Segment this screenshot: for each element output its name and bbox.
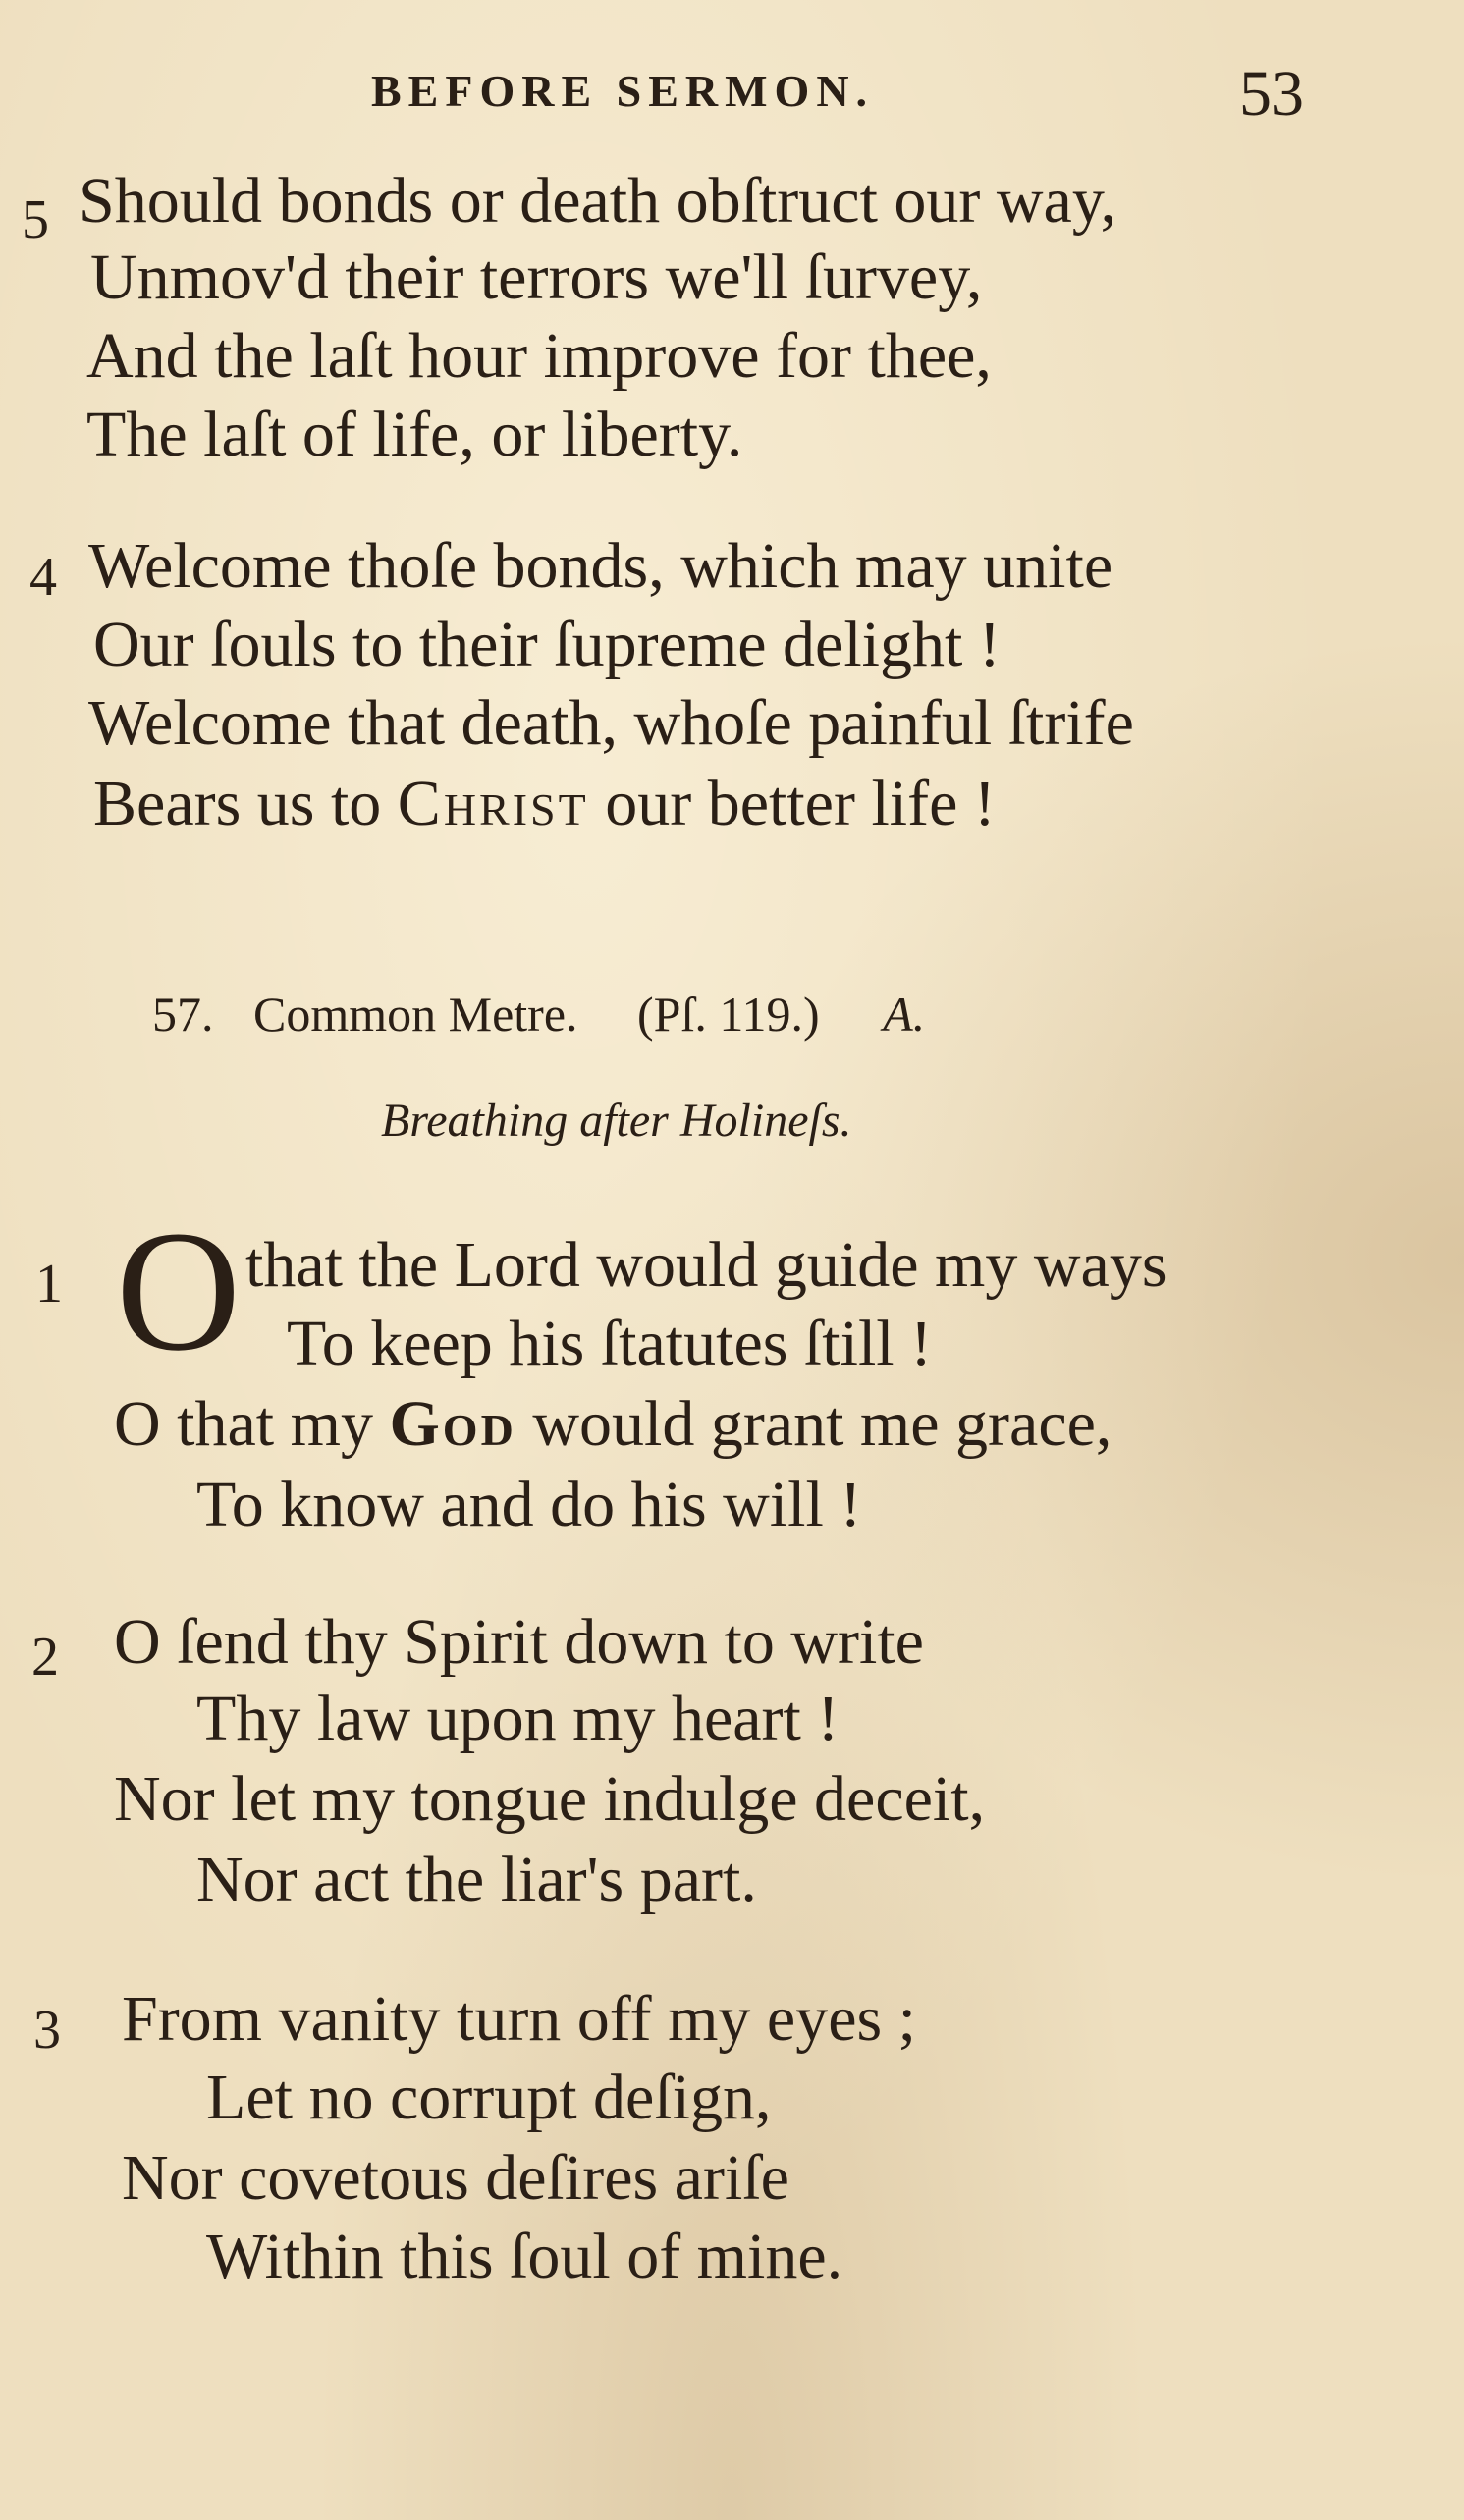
verse-line: Within this ſoul of mine.: [206, 2221, 843, 2292]
verse-line: Welcome that death, whoſe painful ſtrife: [88, 687, 1134, 759]
verse-line: O ſend thy Spirit down to write: [114, 1606, 924, 1678]
drop-cap: O: [116, 1196, 242, 1387]
verse-line: And the laſt hour improve for thee,: [86, 320, 992, 392]
verse-line: Unmov'd their terrors we'll ſurvey,: [90, 241, 983, 313]
verse-text: Bears us to: [93, 768, 382, 839]
smallcaps-name: Christ: [397, 768, 589, 839]
stanza-number: 5: [22, 189, 49, 250]
verse-line: Our ſouls to their ſupreme delight !: [93, 609, 1001, 680]
hymn-tune-letter: A.: [883, 987, 926, 1042]
verse-text: would grant me grace,: [532, 1388, 1112, 1460]
verse-line: Thy law upon my heart !: [196, 1683, 840, 1754]
stanza-number: 3: [33, 2000, 61, 2061]
hymn-number: 57.: [152, 987, 214, 1042]
verse-line: To know and do his will !: [196, 1469, 862, 1540]
verse-line: To keep his ſtatutes ſtill !: [287, 1308, 933, 1379]
hymn-heading: [152, 986, 925, 1043]
stanza-number: 1: [35, 1254, 63, 1314]
running-head: BEFORE SERMON.: [371, 66, 875, 116]
verse-text: O that my: [114, 1388, 373, 1460]
verse-text: our better life !: [605, 768, 996, 839]
verse-line: Nor covetous deſires ariſe: [122, 2142, 789, 2214]
verse-line: Nor let my tongue indulge deceit,: [114, 1763, 986, 1835]
verse-line: Let no corrupt deſign,: [206, 2062, 772, 2133]
verse-line: From vanity turn off my eyes ;: [122, 1983, 917, 2055]
stanza-number: 2: [31, 1627, 59, 1688]
page-number: 53: [1239, 58, 1304, 130]
hymn-title: Breathing after Holineſs.: [381, 1095, 852, 1147]
hymn-metre: Common Metre.: [253, 987, 578, 1042]
verse-line-with-smallcaps: [114, 1388, 1112, 1460]
verse-line-with-smallcaps: [93, 768, 996, 839]
smallcaps-name: God: [389, 1388, 516, 1460]
hymn-psalm-reference: (Pſ. 119.): [637, 987, 820, 1042]
verse-line: Nor act the liar's part.: [196, 1844, 757, 1915]
stanza-number: 4: [29, 547, 57, 608]
verse-line: The laſt of life, or liberty.: [86, 399, 743, 470]
verse-line: that the Lord would guide my ways: [245, 1229, 1167, 1301]
verse-line: Should bonds or death obſtruct our way,: [79, 165, 1117, 237]
verse-line: Welcome thoſe bonds, which may unite: [88, 530, 1113, 602]
